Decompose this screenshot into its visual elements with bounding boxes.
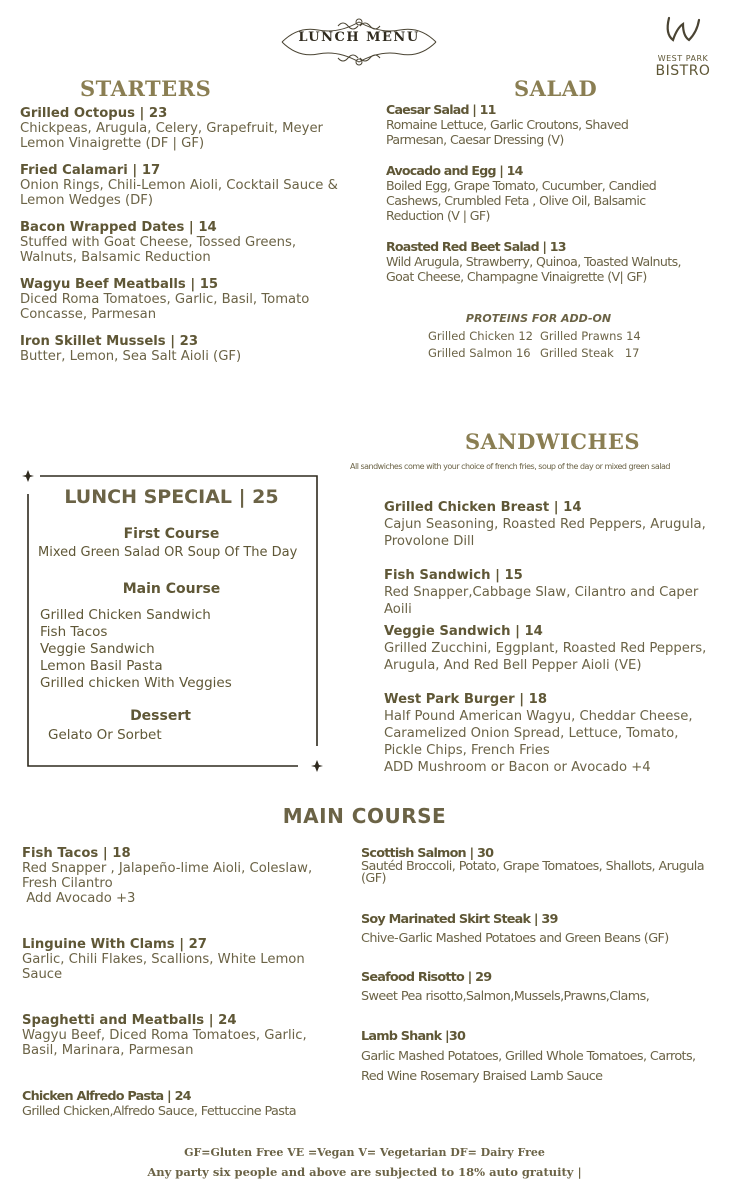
- item-desc: Red Snapper,Cabbage Slaw, Cilantro and Caper Aoili: [384, 585, 699, 617]
- item-desc: Half Pound American Wagyu, Cheddar Cheese, Caramelized Onion Spread, Lettuce, Tomato, Pickle Chips, French Fries: [384, 709, 693, 758]
- addon-item: Grilled Chicken 12: [428, 329, 533, 343]
- item-name: Lamb Shank |30: [361, 1029, 466, 1044]
- starters-title: STARTERS: [80, 76, 212, 101]
- logo-big-text: BISTRO: [655, 63, 711, 79]
- item-desc: Grilled Chicken,Alfredo Sauce, Fettuccine Pasta: [22, 1104, 297, 1119]
- item-desc: Red Snapper , Jalapeño-lime Aioli, Coleslaw, Fresh Cilantro: [22, 861, 313, 891]
- item-desc: Boiled Egg, Grape Tomato, Cucumber, Candied Cashews, Crumbled Feta , Olive Oil, Balsamic Reduction (V | GF): [386, 178, 657, 223]
- special-main-item: Veggie Sandwich: [40, 641, 155, 657]
- sandwich-item: [384, 567, 719, 618]
- menu-title-ornament: [278, 16, 440, 68]
- item-desc: Onion Rings, Chili-Lemon Aioli, Cocktail Sauce & Lemon Wedges (DF): [20, 178, 338, 208]
- item-desc: Diced Roma Tomatoes, Garlic, Basil, Tomato Concasse, Parmesan: [20, 292, 310, 322]
- starter-item: [20, 334, 340, 364]
- first-course-title: First Course: [123, 526, 220, 542]
- item-extra: ADD Mushroom or Bacon or Avocado +4: [384, 760, 651, 775]
- logo-w-icon: [663, 14, 703, 44]
- addon-item: Grilled Prawns 14: [540, 329, 641, 343]
- item-name: Fish Tacos | 18: [22, 846, 131, 861]
- item-desc: Stuffed with Goat Cheese, Tossed Greens, Walnuts, Balsamic Reduction: [20, 235, 297, 265]
- diet-legend: GF=Gluten Free VE =Vegan V= Vegetarian DF= Dairy Free: [184, 1146, 545, 1159]
- item-name: Avocado and Egg | 14: [386, 163, 523, 178]
- item-name: Spaghetti and Meatballs | 24: [22, 1013, 237, 1028]
- dessert-title: Dessert: [130, 708, 191, 724]
- special-main-item: Lemon Basil Pasta: [40, 658, 163, 674]
- item-name: Iron Skillet Mussels | 23: [20, 334, 198, 349]
- item-desc: Romaine Lettuce, Garlic Croutons, Shaved Parmesan, Caesar Dressing (V): [386, 117, 629, 147]
- logo-small-text: WEST PARK: [657, 54, 709, 63]
- special-title: LUNCH SPECIAL | 25: [64, 486, 279, 508]
- item-name: Linguine With Clams | 27: [22, 937, 207, 952]
- starter-item: [20, 106, 340, 151]
- item-name: Seafood Risotto | 29: [361, 970, 492, 985]
- main-item: [22, 1089, 322, 1119]
- starter-item: [20, 220, 340, 265]
- salad-item: [386, 239, 691, 284]
- starter-item: [20, 277, 340, 322]
- gratuity-note: Any party six people and above are subjected to 18% auto gratuity |: [147, 1165, 582, 1179]
- salad-item: [386, 102, 691, 147]
- item-name: Bacon Wrapped Dates | 14: [20, 220, 217, 235]
- special-main-item: Fish Tacos: [40, 624, 108, 640]
- item-extra: Add Avocado +3: [22, 891, 136, 906]
- sandwiches-note: All sandwiches come with your choice of french fries, soup of the day or mixed green salad: [350, 462, 670, 471]
- item-desc: Garlic, Chili Flakes, Scallions, White Lemon Sauce: [22, 952, 305, 982]
- sparkle-icon: [22, 470, 34, 482]
- bistro-logo: [652, 14, 714, 79]
- starter-item: [20, 163, 340, 208]
- item-name: Roasted Red Beet Salad | 13: [386, 239, 566, 254]
- main-course-title: Main Course: [122, 581, 221, 597]
- item-desc: Sweet Pea risotto,Salmon,Mussels,Prawns,Clams,: [361, 989, 650, 1004]
- item-desc: Chive-Garlic Mashed Potatoes and Green Beans (GF): [361, 931, 669, 946]
- menu-title: LUNCH MENU: [298, 30, 420, 45]
- item-name: Wagyu Beef Meatballs | 15: [20, 277, 219, 292]
- special-main-item: Grilled chicken With Veggies: [40, 675, 232, 691]
- salad-title: SALAD: [514, 76, 598, 101]
- main-item: [22, 1013, 322, 1058]
- item-desc: Butter, Lemon, Sea Salt Aioli (GF): [20, 349, 242, 364]
- item-name: Chicken Alfredo Pasta | 24: [22, 1089, 191, 1104]
- sandwich-item: [384, 623, 724, 674]
- logo-mark-icon: [652, 14, 714, 50]
- item-desc: Grilled Zucchini, Eggplant, Roasted Red Peppers, Arugula, And Red Bell Pepper Aioli (VE): [384, 641, 707, 673]
- sandwiches-title: SANDWICHES: [465, 429, 640, 454]
- lunch-special-box: [26, 476, 317, 766]
- addon-title: PROTEINS FOR ADD-ON: [465, 312, 612, 325]
- main-course-title: MAIN COURSE: [282, 804, 447, 828]
- item-name: Scottish Salmon | 30: [361, 846, 494, 861]
- item-desc: Cajun Seasoning, Roasted Red Peppers, Arugula, Provolone Dill: [384, 517, 706, 549]
- main-item: [361, 910, 721, 948]
- sparkle-icon: [311, 760, 323, 772]
- item-name: Grilled Chicken Breast | 14: [384, 500, 582, 515]
- item-name: Caesar Salad | 11: [386, 102, 496, 117]
- item-name: Fried Calamari | 17: [20, 163, 161, 178]
- item-name: West Park Burger | 18: [384, 692, 548, 707]
- salad-item: [386, 163, 691, 223]
- main-item: [22, 846, 322, 906]
- item-desc: Sautéd Broccoli, Potato, Grape Tomatoes, Shallots, Arugula (GF): [361, 859, 705, 886]
- item-name: Grilled Octopus | 23: [20, 106, 168, 121]
- addon-item: Grilled Steak 17: [540, 346, 640, 360]
- dessert-desc: Gelato Or Sorbet: [48, 727, 162, 743]
- main-item: [22, 937, 322, 982]
- item-desc: Garlic Mashed Potatoes, Grilled Whole Tomatoes, Carrots, Red Wine Rosemary Braised Lamb Sauce: [361, 1049, 696, 1084]
- item-desc: Wild Arugula, Strawberry, Quinoa, Toasted Walnuts, Goat Cheese, Champagne Vinaigrette (V| GF): [386, 254, 681, 284]
- main-item: [361, 968, 721, 1006]
- addon-item: Grilled Salmon 16: [428, 346, 531, 360]
- first-course-desc: Mixed Green Salad OR Soup Of The Day: [38, 545, 298, 560]
- main-item: [361, 846, 721, 885]
- item-name: Veggie Sandwich | 14: [384, 624, 543, 639]
- sandwich-item: [384, 499, 719, 550]
- item-name: Fish Sandwich | 15: [384, 568, 523, 583]
- sandwich-item: [384, 691, 719, 776]
- special-main-item: Grilled Chicken Sandwich: [40, 607, 211, 623]
- main-item: [361, 1027, 721, 1087]
- item-name: Soy Marinated Skirt Steak | 39: [361, 912, 558, 927]
- item-desc: Wagyu Beef, Diced Roma Tomatoes, Garlic, Basil, Marinara, Parmesan: [22, 1028, 307, 1058]
- item-desc: Chickpeas, Arugula, Celery, Grapefruit, Meyer Lemon Vinaigrette (DF | GF): [20, 121, 323, 151]
